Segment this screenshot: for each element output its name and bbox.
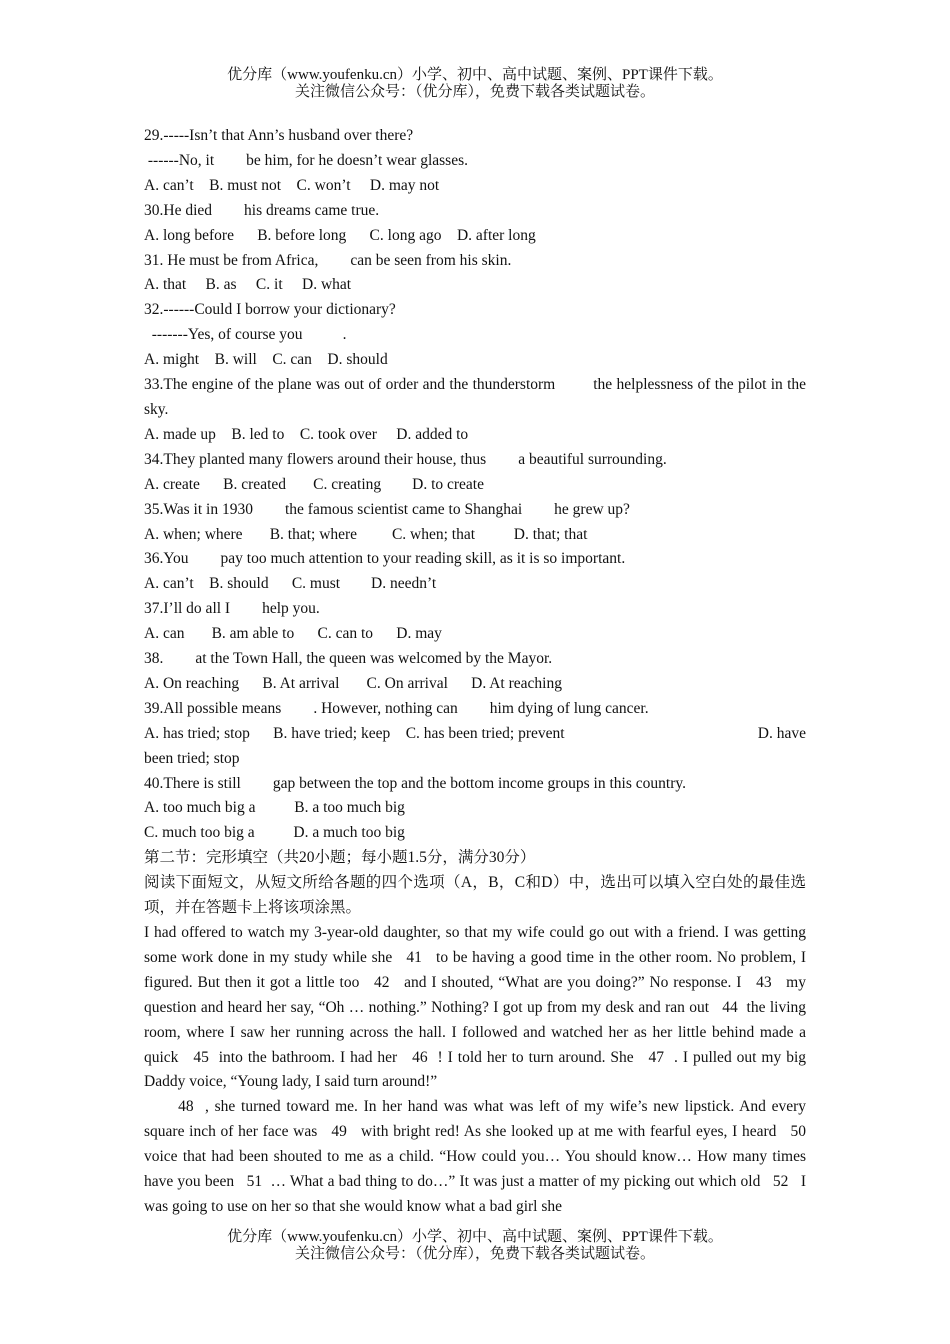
question-35-options: A. when; where B. that; where C. when; that D. that; that	[144, 525, 588, 543]
passage-paragraph-2: 48 , she turned toward me. In her hand was what was left of my wife’s new lipstick. And every square inch of her face was 49 with bright red! As she looked up at me with fearful eyes, I heard 50 voice that had been shouted to me as a child. “How could you… You should know… How many times have you been 51 … What a bad thing to do…” It was just a matter of my picking out which old 52 I was going to use on her so that she would know what a bad girl she	[144, 1098, 818, 1215]
question-40-options-1: A. too much big a B. a too much big	[144, 799, 405, 817]
question-32-reply: -------Yes, of course you .	[144, 326, 347, 344]
section-2-instruction: 阅读下面短文，从短文所给各题的四个选项（A，B，C和D）中，选出可以填入空白处的最佳选项，并在答题卡上将该项涂黑。	[144, 874, 806, 917]
question-29-options: A. can’t B. must not C. won’t D. may not	[144, 176, 440, 194]
footer-banner	[0, 1229, 950, 1263]
question-33-stem: 33.The engine of the plane was out of order and the thunderstorm the helplessness of the pilot in the sky.	[144, 376, 807, 418]
question-29-reply: ------No, it be him, for he doesn’t wear glasses.	[144, 151, 468, 169]
passage-paragraph-1: I had offered to watch my 3-year-old daughter, so that my wife could go out with a friend. I was getting some work done in my study while she 41 to be having a good time in the other room. No problem, I figured. But then it got a little too 42 and I shouted, “What are you doing?” No response. I 43 my question and heard her say, “Oh … nothing.” Nothing? I got up from my desk and ran out 44 the living room, where I saw her running across the hall. I followed and watched her as her little behind made a quick 45 into the bathroom. I had her 46 ! I told her to turn around. She 47 . I pulled out my big Daddy voice, “Young lady, I said turn around!”	[144, 924, 810, 1091]
question-38-options: A. On reaching B. At arrival C. On arrival D. At reaching	[144, 674, 562, 692]
question-40-stem: 40.There is still gap between the top and the bottom income groups in this country.	[144, 774, 686, 792]
question-37-stem: 37.I’ll do all I help you.	[144, 600, 320, 618]
section-2-title: 第二节：完形填空（共20小题；每小题1.5分，满分30分）	[144, 849, 536, 867]
question-36-stem: 36.You pay too much attention to your reading skill, as it is so important.	[144, 550, 626, 568]
question-34-stem: 34.They planted many flowers around their house, thus a beautiful surrounding.	[144, 450, 667, 468]
question-36-options: A. can’t B. should C. must D. needn’t	[144, 575, 437, 593]
question-32-stem: 32.------Could I borrow your dictionary?	[144, 301, 396, 319]
question-37-options: A. can B. am able to C. can to D. may	[144, 625, 442, 643]
question-31-options: A. that B. as C. it D. what	[144, 276, 352, 294]
header-banner	[0, 67, 950, 101]
question-39-stem: 39.All possible means . However, nothing can him dying of lung cancer.	[144, 699, 649, 717]
question-32-options: A. might B. will C. can D. should	[144, 351, 388, 369]
banner-line-2: 关注微信公众号：（优分库），免费下载各类试题试卷。	[294, 84, 655, 100]
question-39-options: A. has tried; stop B. have tried; keep C. has been tried; prevent D. have	[144, 724, 806, 742]
footer-line-1: 优分库（www.youfenku.cn）小学、初中、高中试题、案例、PPT课件下载。	[227, 1229, 723, 1245]
question-31-stem: 31. He must be from Africa, can be seen from his skin.	[144, 251, 512, 269]
footer-line-2: 关注微信公众号：（优分库），免费下载各类试题试卷。	[294, 1246, 655, 1262]
question-30-stem: 30.He died his dreams came true.	[144, 201, 380, 219]
question-33-options: A. made up B. led to C. took over D. added to	[144, 425, 469, 443]
question-29-stem: 29.-----Isn’t that Ann’s husband over there?	[144, 127, 414, 144]
question-38-stem: 38. at the Town Hall, the queen was welcomed by the Mayor.	[144, 650, 553, 668]
question-40-options-2: C. much too big a D. a much too big	[144, 824, 405, 842]
question-34-options: A. create B. created C. creating D. to create	[144, 475, 484, 493]
exam-content	[144, 124, 818, 1220]
question-35-stem: 35.Was it in 1930 the famous scientist came to Shanghai he grew up?	[144, 500, 630, 518]
question-30-options: A. long before B. before long C. long ago D. after long	[144, 226, 536, 244]
question-39-options-cont: been tried; stop	[144, 749, 240, 767]
banner-line-1: 优分库（www.youfenku.cn）小学、初中、高中试题、案例、PPT课件下载。	[227, 67, 723, 83]
